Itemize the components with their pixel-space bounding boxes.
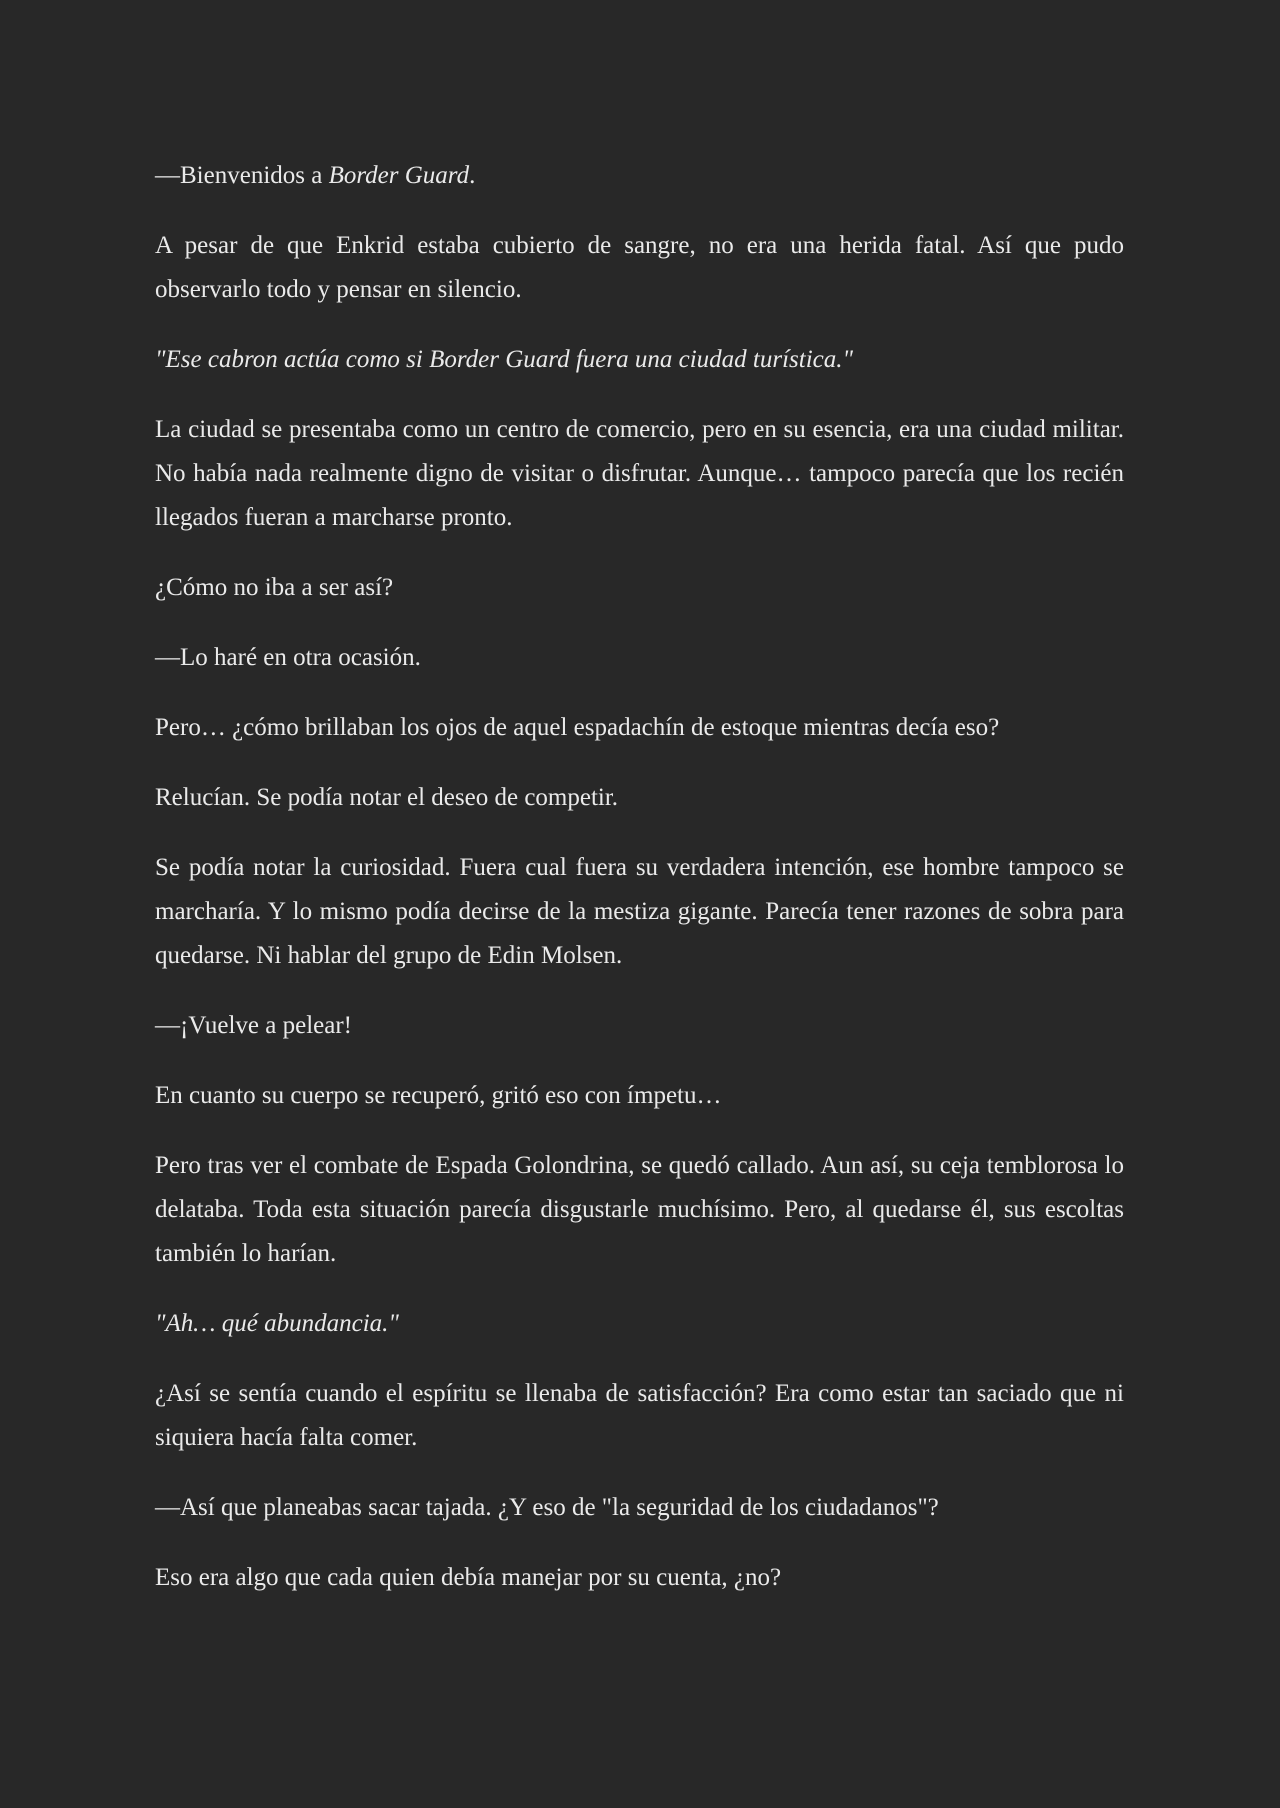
paragraph-2: A pesar de que Enkrid estaba cubierto de sangre, no era una herida fatal. Así que pudo observarlo todo y pensar en silencio. (155, 232, 1124, 303)
paragraph-13-thought: "Ah… qué abundancia." (155, 1310, 399, 1337)
paragraph-14: ¿Así se sentía cuando el espíritu se llenaba de satisfacción? Era como estar tan saciado que ni siquiera hacía falta comer. (155, 1380, 1124, 1451)
paragraph-11: En cuanto su cuerpo se recuperó, gritó eso con ímpetu… (155, 1082, 722, 1109)
paragraph-4: La ciudad se presentaba como un centro de comercio, pero en su esencia, era una ciudad militar. No había nada realmente digno de visitar o disfrutar. Aunque… tampoco parecía que los recién llegados fueran a marcharse pronto. (155, 416, 1124, 531)
paragraph-7: Pero… ¿cómo brillaban los ojos de aquel espadachín de estoque mientras decía eso? (155, 714, 1000, 741)
dialogue-dash: — (155, 162, 180, 189)
reading-page (155, 154, 1124, 1626)
paragraph-15-dialogue: —Así que planeabas sacar tajada. ¿Y eso de "la seguridad de los ciudadanos"? (155, 1494, 939, 1521)
paragraph-3-thought: "Ese cabron actúa como si Border Guard fuera una ciudad turística." (155, 346, 854, 373)
paragraph-16: Eso era algo que cada quien debía manejar por su cuenta, ¿no? (155, 1564, 782, 1591)
paragraph-1 (155, 154, 1124, 198)
paragraph-6-dialogue: —Lo haré en otra ocasión. (155, 644, 421, 671)
paragraph-1-emphasis: Border Guard (328, 162, 470, 189)
paragraph-1-after: . (469, 162, 476, 189)
paragraph-1-text: Bienvenidos a (180, 162, 329, 189)
paragraph-10-dialogue: —¡Vuelve a pelear! (155, 1012, 352, 1039)
paragraph-9: Se podía notar la curiosidad. Fuera cual fuera su verdadera intención, ese hombre tampoco se marcharía. Y lo mismo podía decirse de la mestiza gigante. Parecía tener razones de sobra para quedarse. Ni hablar del grupo de Edin Molsen. (155, 854, 1124, 969)
paragraph-12: Pero tras ver el combate de Espada Golondrina, se quedó callado. Aun así, su ceja temblorosa lo delataba. Toda esta situación parecía disgustarle muchísimo. Pero, al quedarse él, sus escoltas también lo harían. (155, 1152, 1124, 1267)
paragraph-5: ¿Cómo no iba a ser así? (155, 574, 394, 601)
paragraph-8: Relucían. Se podía notar el deseo de competir. (155, 784, 619, 811)
